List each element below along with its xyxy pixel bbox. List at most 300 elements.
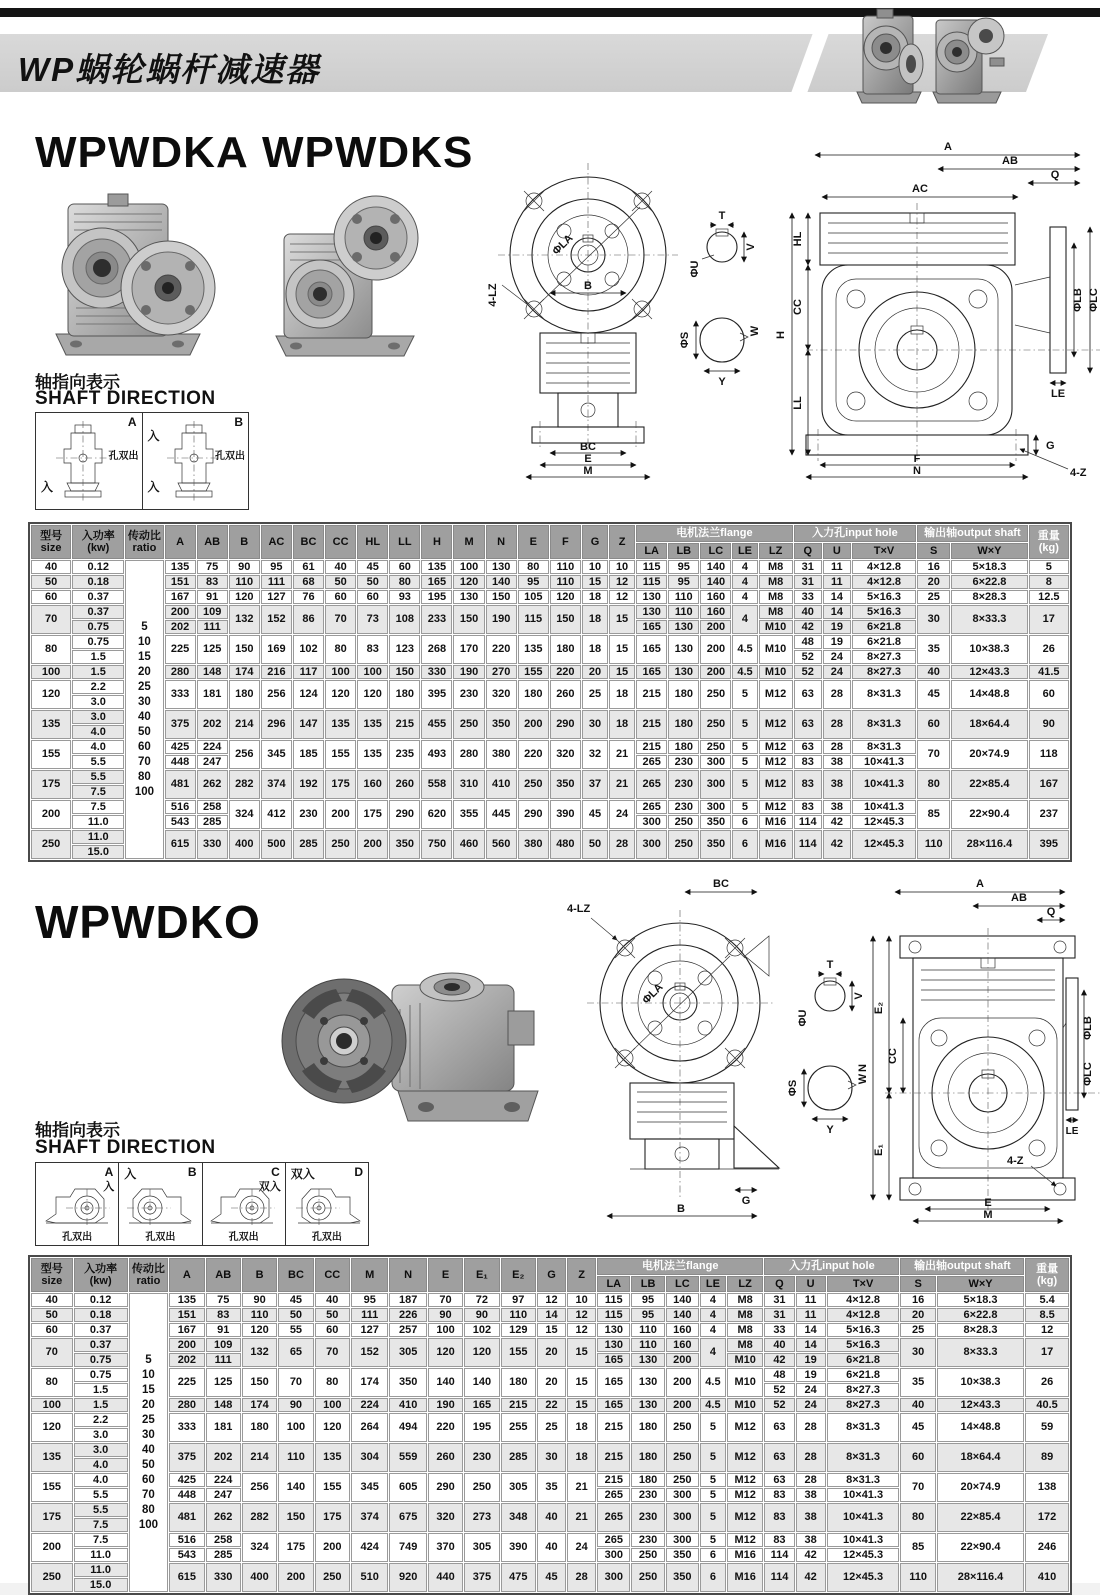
table-cell: 12: [567, 1323, 596, 1337]
cell-letter: A: [104, 1165, 114, 1179]
table-cell: 200: [357, 830, 388, 859]
table-cell: 310: [453, 770, 484, 799]
table-cell: 264: [351, 1413, 388, 1442]
table-cell: 320: [428, 1503, 463, 1532]
table-cell: 6: [732, 830, 757, 859]
table-cell: 28×116.4: [937, 1563, 1024, 1592]
side-view: [857, 878, 1100, 1221]
table-cell: 42: [796, 1548, 826, 1562]
table-cell: 10×38.3: [937, 1368, 1024, 1397]
table-cell: 224: [351, 1398, 388, 1412]
svg-text:ΦLB: ΦLB: [1082, 1016, 1094, 1040]
table-cell: 11: [796, 1308, 826, 1322]
table-cell: M8: [759, 605, 793, 619]
table-cell: 50: [315, 1308, 350, 1322]
table-cell: 130: [668, 620, 699, 634]
column-header: 电机法兰flange: [597, 1258, 763, 1275]
table-cell: 111: [261, 575, 292, 589]
svg-text:E: E: [584, 453, 592, 465]
table-cell: 140: [486, 575, 517, 589]
table-cell: 5: [700, 1443, 726, 1472]
table-cell: 110: [278, 1443, 313, 1472]
table-cell: 195: [421, 590, 452, 604]
svg-text:ΦS: ΦS: [679, 331, 691, 349]
table-cell: 97: [501, 1293, 536, 1307]
table-cell: 111: [351, 1308, 388, 1322]
shaft-cell-c: [203, 1163, 286, 1245]
table-cell: 105: [518, 590, 549, 604]
table-cell: 60: [917, 710, 950, 739]
table-cell: 5: [732, 770, 757, 799]
table-cell: 135: [357, 740, 388, 769]
table-cell: 24: [567, 1533, 596, 1562]
table-cell: 0.37: [74, 1323, 128, 1337]
table-cell: 192: [293, 770, 324, 799]
table-cell: 8×31.3: [827, 1473, 900, 1487]
table-cell: 16: [917, 560, 950, 574]
column-header: B: [242, 1258, 277, 1292]
table-cell: 83: [197, 575, 228, 589]
table-cell: 282: [229, 770, 260, 799]
shaft-direction-label-en: SHAFT DIRECTION: [35, 388, 216, 409]
table-cell: 123: [389, 635, 420, 664]
input-label: 入: [147, 429, 160, 443]
table-cell: M10: [727, 1368, 763, 1397]
table-cell: 200: [278, 1563, 313, 1592]
table-cell: 50: [31, 1308, 73, 1322]
table-cell: 8: [1029, 575, 1069, 589]
table-cell: 140: [666, 1308, 699, 1322]
table-cell: 114: [794, 830, 822, 859]
output-label: 孔双出: [108, 451, 139, 462]
table-cell: 45: [537, 1563, 566, 1592]
table-cell: 42: [764, 1353, 794, 1367]
table-cell: 165: [597, 1353, 630, 1367]
table-cell: 11: [796, 1293, 826, 1307]
table-cell: 28: [567, 1563, 596, 1592]
table-cell: 8×31.3: [827, 1443, 900, 1472]
svg-text:LE: LE: [1065, 1126, 1079, 1137]
table-cell: 200: [700, 635, 731, 664]
table-cell: 14×48.8: [951, 680, 1027, 709]
table-cell: 214: [229, 710, 260, 739]
table-cell: 160: [700, 605, 731, 619]
table-cell: 115: [636, 575, 667, 589]
table-cell: 61: [293, 560, 324, 574]
table-cell: 290: [550, 710, 581, 739]
table-cell: 120: [31, 680, 71, 709]
table-cell: 8×31.3: [852, 740, 916, 754]
column-header: 输出轴output shaft: [917, 525, 1027, 542]
table-cell: 21: [609, 770, 635, 799]
table-cell: 102: [464, 1323, 499, 1337]
table-cell: 165: [597, 1398, 630, 1412]
table-cell: 18: [567, 1443, 596, 1472]
column-header: AB: [197, 525, 228, 559]
table-cell: 150: [229, 635, 260, 664]
table-cell: 12×45.3: [827, 1548, 900, 1562]
table-cell: 17: [1029, 605, 1069, 634]
table-cell: 11.0: [72, 815, 124, 829]
svg-text:E₁: E₁: [873, 1144, 885, 1156]
table-cell: 40: [537, 1503, 566, 1532]
column-header: LZ: [727, 1276, 763, 1293]
table-cell: 120: [242, 1323, 277, 1337]
table-cell: 83: [794, 770, 822, 799]
table-cell: 3.0: [74, 1443, 128, 1457]
table-cell: 150: [278, 1503, 313, 1532]
table-cell: 38: [823, 800, 851, 814]
shaft-direction-label-en: SHAFT DIRECTION: [35, 1137, 216, 1158]
table-cell: 60: [31, 1323, 73, 1337]
table-cell: 481: [169, 1503, 204, 1532]
table-cell: 7.5: [72, 785, 124, 799]
table-cell: 300: [666, 1503, 699, 1532]
svg-text:H: H: [775, 331, 787, 339]
input-label: 入: [41, 480, 54, 494]
table-cell: 265: [636, 800, 667, 814]
table-cell: 41.5: [1029, 665, 1069, 679]
svg-text:LL: LL: [792, 396, 804, 410]
front-view: [487, 163, 678, 477]
table-cell: 305: [464, 1533, 499, 1562]
ratio-cell: 5 10 15 20 25 30 40 50 60 70 80 100: [129, 1293, 169, 1592]
svg-text:ΦLA: ΦLA: [550, 232, 576, 258]
output-label: 孔双出: [215, 451, 245, 462]
table-cell: 8×27.3: [852, 665, 916, 679]
table-cell: 180: [668, 680, 699, 709]
table-cell: 410: [486, 770, 517, 799]
table-cell: 167: [165, 590, 196, 604]
table-cell: 110: [917, 830, 950, 859]
table-cell: 8×28.3: [951, 590, 1027, 604]
table-cell: 749: [389, 1533, 426, 1562]
svg-text:LE: LE: [1050, 388, 1066, 400]
table-cell: 14: [537, 1308, 566, 1322]
table-cell: 8×31.3: [827, 1413, 900, 1442]
table-cell: 3.0: [72, 695, 124, 709]
shaft-sections: [679, 210, 761, 388]
table-cell: 345: [261, 740, 292, 769]
table-cell: 30: [537, 1443, 566, 1472]
table-cell: 50: [278, 1308, 313, 1322]
table-cell: 400: [229, 830, 260, 859]
table-cell: 125: [206, 1368, 241, 1397]
gearbox-front-icon: [54, 421, 112, 501]
table-cell: 152: [261, 605, 292, 634]
wpwdks-product-photo: [272, 186, 418, 362]
table-cell: 28: [796, 1443, 826, 1472]
table-cell: 10: [567, 1293, 596, 1307]
table-cell: 448: [169, 1488, 204, 1502]
column-header: LC: [700, 543, 731, 560]
svg-text:AB: AB: [1002, 155, 1018, 167]
table-cell: 45: [900, 1413, 935, 1442]
table-cell: 185: [293, 740, 324, 769]
table-cell: 235: [389, 740, 420, 769]
svg-text:Y: Y: [826, 1124, 834, 1136]
column-header: LB: [631, 1276, 664, 1293]
shaft-direction-label-cn: 轴指向表示: [35, 373, 120, 392]
table-cell: 20: [917, 575, 950, 589]
table-cell: 0.75: [74, 1368, 128, 1382]
table-cell: 250: [325, 830, 356, 859]
table-cell: 250: [666, 1413, 699, 1442]
table-cell: 114: [764, 1548, 794, 1562]
column-header: H: [421, 525, 452, 559]
table-cell: 125: [197, 635, 228, 664]
table-cell: 100: [278, 1413, 313, 1442]
table-cell: 175: [315, 1503, 350, 1532]
table-cell: 111: [206, 1353, 241, 1367]
table-cell: 250: [518, 770, 549, 799]
table-cell: 250: [700, 680, 731, 709]
table-cell: 15: [609, 665, 635, 679]
table-cell: 285: [501, 1443, 536, 1472]
table-cell: 216: [261, 665, 292, 679]
table-cell: 33: [764, 1323, 794, 1337]
table-cell: 246: [1025, 1533, 1069, 1562]
table-cell: 10×41.3: [852, 755, 916, 769]
table-cell: 24: [796, 1398, 826, 1412]
table-cell: 230: [293, 800, 324, 829]
table-cell: 374: [261, 770, 292, 799]
table-cell: 296: [261, 710, 292, 739]
table-cell: 63: [794, 680, 822, 709]
svg-text:CC: CC: [792, 299, 804, 315]
table-cell: 120: [550, 590, 581, 604]
table-cell: 250: [631, 1548, 664, 1562]
table-cell: 3.0: [74, 1428, 128, 1442]
table-cell: 19: [823, 635, 851, 649]
table-cell: 25: [582, 680, 608, 709]
table-cell: 83: [764, 1503, 794, 1532]
column-header: 电机法兰flange: [636, 525, 793, 542]
table-cell: 130: [486, 560, 517, 574]
spec-table: [28, 1255, 1072, 1595]
table-cell: 22×85.4: [951, 770, 1027, 799]
table-cell: 262: [197, 770, 228, 799]
svg-text:Y: Y: [718, 376, 726, 388]
svg-text:ΦLB: ΦLB: [1072, 288, 1084, 312]
table-cell: 147: [293, 710, 324, 739]
table-cell: 135: [357, 710, 388, 739]
table-cell: 15: [609, 605, 635, 634]
shaft-direction-box-2: [35, 1162, 369, 1246]
table-cell: 80: [389, 575, 420, 589]
table-cell: 285: [206, 1548, 241, 1562]
svg-text:T: T: [826, 959, 834, 971]
table-cell: 220: [550, 665, 581, 679]
table-cell: 95: [631, 1293, 664, 1307]
table-cell: 80: [900, 1503, 935, 1532]
table-cell: 200: [165, 605, 196, 619]
table-cell: 89: [1025, 1443, 1069, 1472]
table-cell: 80: [325, 635, 356, 664]
table-cell: 90: [464, 1308, 499, 1322]
table-cell: 330: [197, 830, 228, 859]
table-cell: 200: [700, 665, 731, 679]
table-cell: 8×31.3: [852, 680, 916, 709]
table-cell: 37: [582, 770, 608, 799]
table-cell: 20: [537, 1338, 566, 1367]
table-cell: 83: [794, 800, 822, 814]
table-cell: 4.0: [72, 725, 124, 739]
table-cell: 4×12.8: [827, 1308, 900, 1322]
table-cell: 138: [1025, 1473, 1069, 1502]
column-header: LA: [597, 1276, 630, 1293]
table-cell: 130: [597, 1338, 630, 1352]
table-cell: 8×27.3: [827, 1383, 900, 1397]
table-cell: 95: [261, 560, 292, 574]
column-header: LL: [389, 525, 420, 559]
svg-text:CC: CC: [887, 1048, 899, 1064]
column-header: LE: [700, 1276, 726, 1293]
table-cell: 5: [700, 1473, 726, 1487]
svg-text:B: B: [677, 1203, 685, 1215]
table-cell: 83: [764, 1488, 794, 1502]
table-cell: 40: [917, 665, 950, 679]
svg-text:BC: BC: [713, 878, 729, 890]
table-cell: 1.5: [72, 665, 124, 679]
table-cell: 0.12: [72, 560, 124, 574]
table-cell: 60: [1029, 680, 1069, 709]
table-cell: 12×43.3: [937, 1398, 1024, 1412]
output-label: 孔双出: [228, 1232, 259, 1243]
table-cell: 348: [501, 1503, 536, 1532]
table-cell: M10: [759, 620, 793, 634]
table-cell: 187: [389, 1293, 426, 1307]
table-cell: 265: [597, 1503, 630, 1532]
table-cell: 215: [389, 710, 420, 739]
table-cell: M16: [727, 1563, 763, 1592]
output-label: 孔双出: [145, 1232, 176, 1243]
table-cell: 300: [700, 800, 731, 814]
table-cell: 8×31.3: [852, 710, 916, 739]
table-cell: 167: [169, 1323, 204, 1337]
table-cell: 237: [1029, 800, 1069, 829]
gearbox-side-icon: [42, 1181, 112, 1229]
table-cell: M12: [759, 770, 793, 799]
table-cell: 543: [169, 1548, 204, 1562]
table-cell: 111: [197, 620, 228, 634]
spec-table: [28, 522, 1072, 862]
table-cell: 151: [165, 575, 196, 589]
table-cell: 215: [636, 740, 667, 754]
table-cell: 350: [389, 830, 420, 859]
table-cell: 50: [31, 575, 71, 589]
table-cell: 0.37: [72, 590, 124, 604]
svg-text:HL: HL: [792, 231, 804, 247]
table-cell: 40: [31, 560, 71, 574]
table-cell: 615: [165, 830, 196, 859]
table-cell: 127: [351, 1323, 388, 1337]
table-cell: 675: [389, 1503, 426, 1532]
header-product-photo-icon: [853, 6, 925, 106]
table-cell: 12×43.3: [951, 665, 1027, 679]
svg-text:F: F: [913, 453, 921, 465]
table-cell: 31: [764, 1308, 794, 1322]
table-cell: M12: [727, 1413, 763, 1442]
table-cell: M12: [759, 680, 793, 709]
table-cell: 220: [518, 740, 549, 769]
table-cell: 25: [917, 590, 950, 604]
table-cell: 110: [631, 1338, 664, 1352]
column-header: AB: [206, 1258, 241, 1292]
table-cell: 130: [631, 1368, 664, 1397]
table-cell: 22×90.4: [951, 800, 1027, 829]
table-cell: 75: [197, 560, 228, 574]
table-cell: 63: [764, 1473, 794, 1487]
svg-text:B: B: [584, 280, 592, 292]
table-cell: 60: [357, 590, 388, 604]
table-cell: 516: [169, 1533, 204, 1547]
table-cell: 300: [666, 1488, 699, 1502]
column-header: 入功率 (kw): [72, 525, 124, 559]
table-cell: 230: [631, 1533, 664, 1547]
column-header: LA: [636, 543, 667, 560]
svg-text:Q: Q: [1050, 169, 1060, 181]
table-cell: 21: [567, 1503, 596, 1532]
table-cell: 5×16.3: [852, 605, 916, 619]
table-cell: 250: [31, 830, 71, 859]
table-cell: 220: [486, 635, 517, 664]
table-cell: 440: [428, 1563, 463, 1592]
table-cell: 135: [315, 1443, 350, 1472]
table-cell: 165: [597, 1368, 630, 1397]
table-cell: 11: [823, 560, 851, 574]
table-cell: 4: [700, 1323, 726, 1337]
table-cell: 11.0: [72, 830, 124, 844]
cell-letter: B: [234, 415, 243, 429]
table-cell: 91: [206, 1323, 241, 1337]
table-cell: 5.5: [72, 770, 124, 784]
table-cell: 50: [582, 830, 608, 859]
table-cell: 250: [700, 740, 731, 754]
table-cell: 18×64.4: [951, 710, 1027, 739]
table-cell: 110: [900, 1563, 935, 1592]
table-cell: 559: [389, 1443, 426, 1472]
table-cell: M8: [727, 1338, 763, 1352]
table-cell: 110: [501, 1308, 536, 1322]
table-cell: 165: [464, 1398, 499, 1412]
table-cell: 4.5: [732, 665, 757, 679]
table-cell: 32: [582, 740, 608, 769]
table-cell: 55: [278, 1323, 313, 1337]
shaft-cell-b: [119, 1163, 202, 1245]
table-cell: 6×21.8: [852, 620, 916, 634]
svg-text:E₂: E₂: [873, 1001, 885, 1015]
table-cell: 200: [666, 1353, 699, 1367]
table-cell: 4: [700, 1308, 726, 1322]
column-header: T×V: [827, 1276, 900, 1293]
table-cell: 33: [794, 590, 822, 604]
table-cell: 410: [1025, 1563, 1069, 1592]
table-cell: 135: [165, 560, 196, 574]
table-cell: 169: [261, 635, 292, 664]
table-cell: 215: [597, 1473, 630, 1487]
table-cell: M12: [727, 1488, 763, 1502]
table-cell: 42: [794, 620, 822, 634]
table-cell: 4: [700, 1338, 726, 1367]
table-cell: M8: [759, 560, 793, 574]
table-cell: 250: [464, 1473, 499, 1502]
svg-text:4-LZ: 4-LZ: [487, 283, 499, 307]
table-cell: 18×64.4: [937, 1443, 1024, 1472]
table-cell: 24: [823, 650, 851, 664]
table-cell: M12: [727, 1443, 763, 1472]
table-cell: 124: [293, 680, 324, 709]
